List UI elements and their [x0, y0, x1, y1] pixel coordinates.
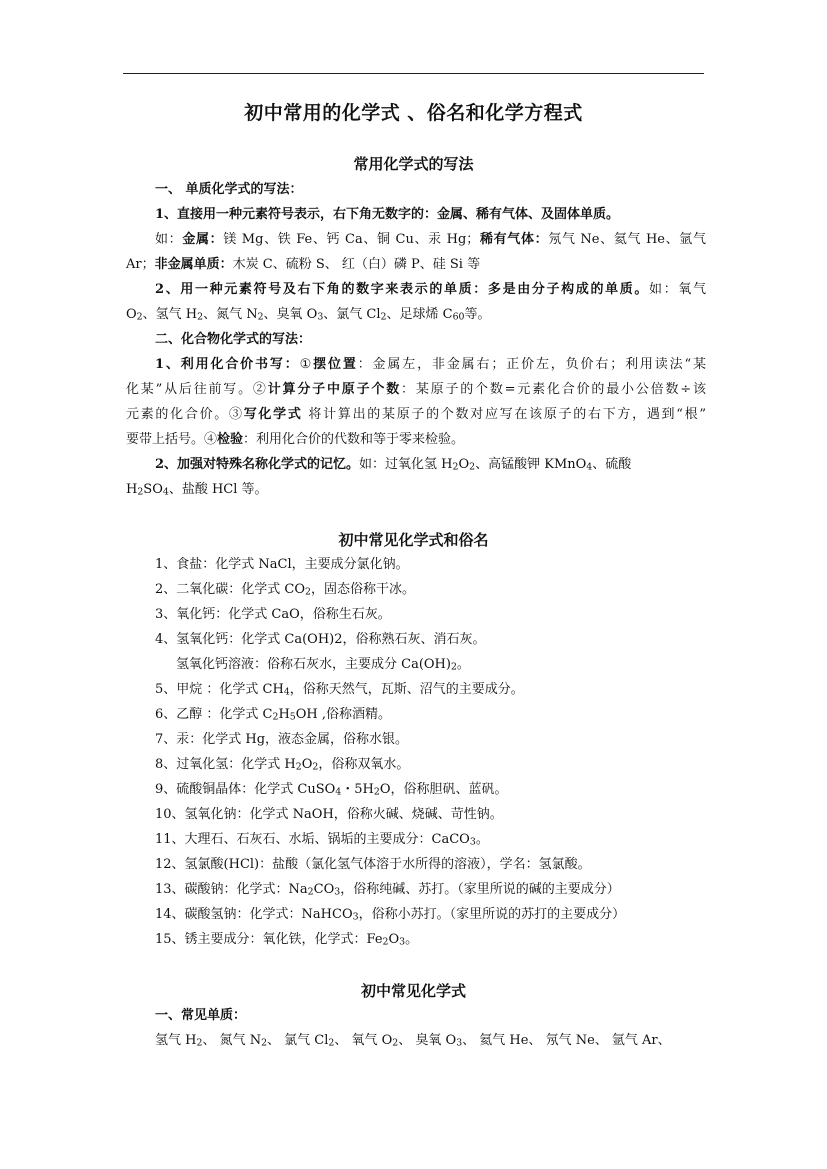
text-run: 8、过氧化氢：化学式 H [155, 757, 296, 772]
subscript: 2 [272, 711, 279, 723]
text-run: 4、氢氧化钙：化学式 Ca(OH)2，俗称熟石灰、消石灰。 [155, 632, 486, 647]
list-item [155, 805, 735, 825]
section-heading-formula-writing: 常用化学式的写法 [353, 155, 474, 173]
text-run: 写化学式 [243, 407, 303, 422]
text-run: 5、甲烷 ：化学式 CH [155, 682, 284, 697]
valence-method-line-1 [155, 355, 706, 375]
valence-method-line-2 [126, 380, 706, 400]
subscript: 3 [352, 911, 359, 923]
subscript: 2 [452, 461, 459, 473]
subheading-compounds: 二、化合物化学式的写法： [155, 332, 312, 347]
rule-2-bold: 2、用一种元素符号及右下角的数字来表示的单质：多是由分子构成的单质。 [155, 282, 650, 297]
text-run: 、臭氧 O [263, 307, 318, 322]
text-run: 如：氧气 [649, 282, 706, 297]
text-run: 12、氢氯酸(HCl)：盐酸（氯化氢气体溶于水所得的溶液），学名：氢氯酸。 [155, 857, 591, 872]
text-run: 3、氧化钙：化学式 CaO，俗称生石灰。 [155, 607, 391, 622]
text-run: 元素的化合价。③ [126, 407, 244, 422]
subscript: 2 [136, 311, 143, 323]
subscript: 2 [328, 1037, 335, 1049]
text-run: 。 [475, 832, 489, 847]
text-run: 等。 [464, 307, 491, 322]
text-run: 、 氮气 N [202, 1033, 262, 1048]
text-run: O [126, 307, 137, 322]
text-run: 、氮气 N [203, 307, 258, 322]
text-run: 检验 [217, 432, 244, 447]
text-run: 、 氦气 He、 氖气 Ne、 氩气 Ar、 [462, 1033, 671, 1048]
label-nonmetals: 非金属单质： [154, 257, 233, 272]
text-run: 1、食盐：化学式 NaCl，主要成分氯化钠。 [155, 557, 409, 572]
text-run: 。 [456, 657, 470, 672]
text-run: 、氯气 Cl [323, 307, 381, 322]
text-run: ，俗称小苏打。（家里所说的苏打的主要成分） [358, 907, 626, 922]
list-item [155, 905, 735, 925]
text-run: 如：过氧化氢 H [359, 457, 453, 472]
document-title: 初中常用的化学式 、俗名和化学方程式 [244, 102, 583, 124]
text-run: 2、二氧化碳：化学式 CO [155, 582, 306, 597]
section-heading-common-formulas: 初中常见化学式 [360, 982, 466, 1000]
list-item [155, 730, 735, 750]
text-run: 、 氧气 O [334, 1033, 393, 1048]
rule-2-examples [126, 305, 706, 325]
text-run: ，俗称纯碱、苏打。（家里所说的碱的主要成分） [340, 882, 620, 897]
text-run: 摆位置 [313, 357, 358, 372]
subscript: 4 [335, 786, 342, 798]
text-run: ：某原子的个数=元素化合价的最小公倍数÷该 [401, 382, 706, 397]
text-run: ：金属左，非金属右；正价左，负价右；利用读法“某 [357, 357, 706, 372]
text-run: 计算分子中原子个数 [267, 382, 402, 397]
text-run: 1、利用化合价书写： [155, 357, 300, 372]
text-run: O [458, 457, 470, 472]
list-item [155, 555, 735, 575]
text-run: 氖气 Ne、氦气 He、氩气 [548, 232, 706, 247]
text-run: 、高锰酸钾 KMnO [475, 457, 587, 472]
text-run: 11、大理石、石灰石、水垢、锅垢的主要成分：CaCO [155, 832, 470, 847]
subscript: 2 [137, 486, 144, 498]
subscript: 2 [382, 936, 389, 948]
list-item [176, 655, 756, 675]
list-item [155, 930, 735, 950]
subscript: 60 [452, 311, 465, 323]
list-item [155, 680, 735, 700]
text-run: ① [299, 357, 314, 372]
text-run: 、氢气 H [142, 307, 198, 322]
text-run: 、 氯气 Cl [267, 1033, 329, 1048]
subscript: 3 [456, 1037, 463, 1049]
subscript: 3 [317, 311, 324, 323]
text-run: ，俗称天然气，瓦斯、沼气的主要成分。 [289, 682, 524, 697]
subscript: 2 [373, 786, 380, 798]
text-run: 15、锈主要成分：氧化铁，化学式：Fe [155, 932, 383, 947]
text-run: 要带上括号。④ [126, 432, 218, 447]
subscript: 3 [469, 836, 476, 848]
subscript: 3 [334, 886, 341, 898]
subheading-common-elements: 一、常见单质： [155, 1008, 247, 1023]
subscript: 2 [380, 311, 387, 323]
subscript: 2 [307, 886, 314, 898]
text-run: 、足球烯 C [386, 307, 453, 322]
list-item [155, 630, 735, 650]
label-metals: 金属： [182, 232, 224, 247]
subscript: 2 [392, 1037, 399, 1049]
subscript: 2 [261, 1037, 268, 1049]
subscript: 2 [305, 586, 311, 598]
text-run: O [388, 932, 400, 947]
text-run: SO [143, 482, 163, 497]
subscript: 2 [312, 761, 319, 773]
text-run: ・5H [341, 782, 374, 797]
text-run: 将计算出的某原子的个数对应写在该原子的右下方，遇到“根” [302, 407, 706, 422]
list-item [155, 880, 735, 900]
text-run: Ar； [126, 257, 155, 272]
text-run: 13、碳酸钠：化学式：Na [155, 882, 308, 897]
text-run: O，俗称胆矾、蓝矾。 [379, 782, 508, 797]
text-run: OH ,俗称酒精。 [295, 707, 391, 722]
text-run: 14、碳酸氢钠：化学式：NaHCO [155, 907, 353, 922]
text-run: H [126, 482, 138, 497]
text-run: CO [313, 882, 335, 897]
subscript: 2 [295, 761, 302, 773]
special-names-line-2 [126, 480, 706, 500]
text-run: 2、加强对特殊名称化学式的记忆。 [155, 457, 360, 472]
subscript: 4 [283, 686, 290, 698]
text-run: ，固态俗称干冰。 [310, 582, 415, 597]
text-run: 氢氧化钙溶液：俗称石灰水，主要成分 Ca(OH) [176, 657, 451, 672]
subscript: 2 [257, 311, 264, 323]
text-run: 、 臭氧 O [398, 1033, 457, 1048]
subscript: 5 [289, 711, 296, 723]
list-item [155, 830, 735, 850]
rule-1-examples-line-1 [155, 230, 706, 250]
special-names-line-1 [155, 455, 706, 475]
text-run: 氢气 H [155, 1033, 197, 1048]
subscript: 4 [586, 461, 593, 473]
subscript: 2 [197, 311, 204, 323]
text-run: 10、氢氧化钠：化学式 NaOH，俗称火碱、烧碱、苛性钠。 [155, 807, 503, 822]
text-run: 7、汞：化学式 Hg，液态金属，俗称水银。 [155, 732, 409, 747]
text-run: H [278, 707, 290, 722]
rule-2-text [155, 280, 706, 300]
list-item [155, 705, 735, 725]
valence-method-line-4 [126, 430, 706, 450]
text-run: 。 [405, 932, 419, 947]
subscript: 3 [399, 936, 406, 948]
label-noble-gases: 稀有气体： [479, 232, 549, 247]
list-item [155, 855, 735, 875]
list-item [155, 755, 735, 775]
list-item [155, 780, 735, 800]
list-item [155, 605, 735, 625]
header-rule [123, 73, 704, 74]
text-run: 如： [155, 232, 183, 247]
subscript: 2 [196, 1037, 203, 1049]
text-run: 9、硫酸铜晶体：化学式 CuSO [155, 782, 336, 797]
common-elements-row [155, 1031, 735, 1051]
text-run: 、盐酸 HCl 等。 [168, 482, 268, 497]
rule-1-examples-line-2 [126, 255, 706, 275]
section-heading-common-names: 初中常见化学式和俗名 [338, 531, 489, 549]
subscript: 4 [162, 486, 169, 498]
list-item [155, 580, 735, 600]
text-run: 6、乙醇 ：化学式 C [155, 707, 273, 722]
subscript: 2 [450, 661, 457, 673]
text-run: 、硫酸 [592, 457, 632, 472]
subscript: 2 [469, 461, 476, 473]
valence-method-line-3 [126, 405, 706, 425]
subheading-elements: 一、 单质化学式的写法： [155, 182, 303, 197]
text-run: 木炭 C、硫粉 S、 红（白）磷 P、硅 Si 等 [232, 257, 481, 272]
text-run: 镁 Mg、铁 Fe、钙 Ca、铜 Cu、汞 Hg； [223, 232, 480, 247]
text-run: O [301, 757, 313, 772]
text-run: ，俗称双氧水。 [318, 757, 410, 772]
rule-1-text: 1、直接用一种元素符号表示，右下角无数字的：金属、稀有气体、及固体单质。 [155, 207, 620, 222]
text-run: 化某”从后往前写。② [126, 382, 268, 397]
text-run: ：利用化合价的代数和等于零来检验。 [243, 432, 465, 447]
